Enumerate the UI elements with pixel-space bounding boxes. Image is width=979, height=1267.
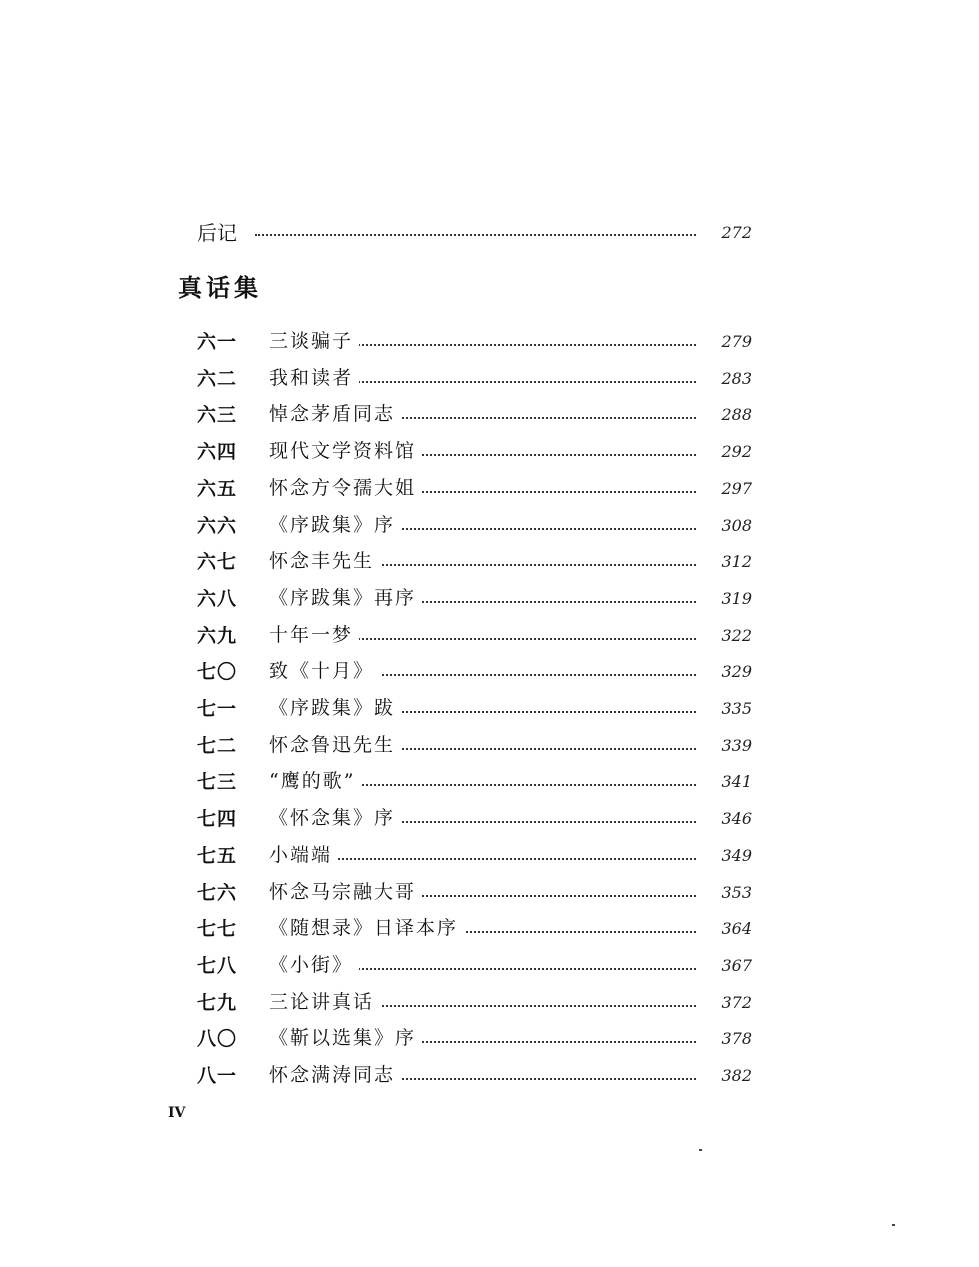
- entry-title: 《序跋集》序: [269, 512, 401, 538]
- entry-title: 小端端: [269, 842, 338, 868]
- toc-entry: [197, 988, 752, 1018]
- toc-entry: [197, 621, 752, 651]
- toc-entry: [197, 327, 752, 357]
- entry-number: 六二: [197, 367, 238, 390]
- entry-page-number: 378: [721, 1029, 752, 1049]
- dot-leader: [307, 381, 696, 383]
- entry-number: 七八: [197, 954, 238, 977]
- entry-page-number: 322: [721, 625, 752, 645]
- entry-title: 《靳以选集》序: [269, 1025, 422, 1051]
- entry-title: “鹰的歌”: [269, 768, 361, 794]
- entry-title: 怀念满涛同志: [269, 1062, 401, 1088]
- toc-entry: [197, 584, 752, 614]
- entry-title: 《序跋集》跋: [269, 695, 401, 721]
- entry-title: 三论讲真话: [269, 989, 380, 1015]
- entry-title: 我和读者: [269, 365, 359, 391]
- entry-number: 七九: [197, 991, 238, 1014]
- entry-number: 七〇: [197, 661, 238, 684]
- toc-entry: [197, 804, 752, 834]
- entry-page-number: 335: [721, 699, 752, 718]
- dot-leader: [255, 234, 696, 236]
- toc-entry: [197, 511, 752, 541]
- entry-number: 八〇: [197, 1028, 238, 1051]
- entry-number: 六九: [197, 624, 238, 647]
- entry-page-number: 346: [721, 809, 752, 829]
- entry-title: 后记: [197, 221, 237, 245]
- entry-title: 现代文学资料馆: [269, 438, 422, 464]
- entry-number: 七三: [197, 771, 238, 794]
- entry-page-number: 297: [721, 478, 752, 498]
- entry-page-number: 364: [721, 919, 752, 939]
- entry-page-number: 292: [721, 442, 752, 462]
- entry-title: 《随想录》日译本序: [269, 915, 464, 941]
- entry-title: 十年一梦: [269, 622, 359, 648]
- entry-number: 六八: [197, 587, 238, 610]
- toc-entry: [197, 474, 752, 504]
- toc-entry: [197, 951, 752, 981]
- toc-entry-afterword: [197, 220, 752, 248]
- toc-entry: [197, 731, 752, 761]
- entry-title: 怀念马宗融大哥: [269, 879, 422, 905]
- entry-page-number: 367: [721, 955, 752, 975]
- toc-entry: [197, 437, 752, 467]
- entry-page-number: 288: [721, 405, 752, 425]
- entry-page-number: 308: [721, 515, 752, 535]
- entry-title: 悼念茅盾同志: [269, 401, 401, 427]
- dot-leader: [307, 858, 696, 860]
- entry-number: 七一: [197, 698, 238, 720]
- entry-number: 六五: [197, 477, 238, 500]
- toc-entry: [197, 694, 752, 724]
- entry-number: 六六: [197, 514, 238, 537]
- entry-page-number: 349: [721, 845, 752, 865]
- toc-entry: [197, 914, 752, 944]
- entry-page-number: 329: [721, 662, 752, 682]
- entry-number: 六七: [197, 551, 238, 574]
- entry-page-number: 319: [721, 588, 752, 608]
- toc-entry: [197, 657, 752, 687]
- toc-entry: [197, 878, 752, 908]
- entry-page-number: 272: [721, 223, 752, 242]
- entry-page-number: 341: [721, 772, 752, 792]
- entry-title: 怀念鲁迅先生: [269, 732, 401, 758]
- toc-entry: [197, 1024, 752, 1054]
- entry-page-number: 279: [721, 332, 752, 351]
- entry-page-number: 283: [721, 368, 752, 388]
- dot-leader: [307, 968, 696, 970]
- entry-title: 怀念丰先生: [269, 548, 380, 574]
- scan-speck: [699, 1149, 702, 1151]
- dot-leader: [307, 344, 696, 346]
- entry-title: 致《十月》: [269, 658, 380, 684]
- entry-title: 怀念方令孺大姐: [269, 475, 422, 501]
- entry-title: 三谈骗子: [269, 328, 359, 354]
- entry-page-number: 353: [721, 882, 752, 902]
- entry-page-number: 382: [721, 1066, 752, 1085]
- entry-page-number: 372: [721, 992, 752, 1012]
- entry-number: 六一: [197, 331, 238, 353]
- page-folio: IV: [168, 1105, 186, 1121]
- entry-number: 七二: [197, 734, 238, 757]
- entry-number: 六三: [197, 404, 238, 427]
- dot-leader: [307, 638, 696, 640]
- entry-title: 《怀念集》序: [269, 805, 401, 831]
- section-heading: 真话集: [178, 274, 262, 302]
- entry-page-number: 312: [721, 552, 752, 572]
- entry-number: 七六: [197, 881, 238, 904]
- toc-entry: [197, 364, 752, 394]
- entry-title: 《序跋集》再序: [269, 585, 422, 611]
- entry-number: 七四: [197, 808, 238, 831]
- dot-leader: [307, 784, 696, 786]
- scan-speck: [892, 1224, 895, 1226]
- entry-number: 八一: [197, 1065, 238, 1087]
- toc-entry: [197, 841, 752, 871]
- table-of-contents: [197, 327, 752, 1097]
- toc-entry: [197, 767, 752, 797]
- toc-entry: [197, 400, 752, 430]
- entry-number: 六四: [197, 441, 238, 464]
- entry-number: 七七: [197, 918, 238, 941]
- entry-number: 七五: [197, 844, 238, 867]
- toc-entry: [197, 1061, 752, 1091]
- toc-entry: [197, 547, 752, 577]
- entry-page-number: 339: [721, 735, 752, 755]
- entry-title: 《小街》: [269, 952, 359, 978]
